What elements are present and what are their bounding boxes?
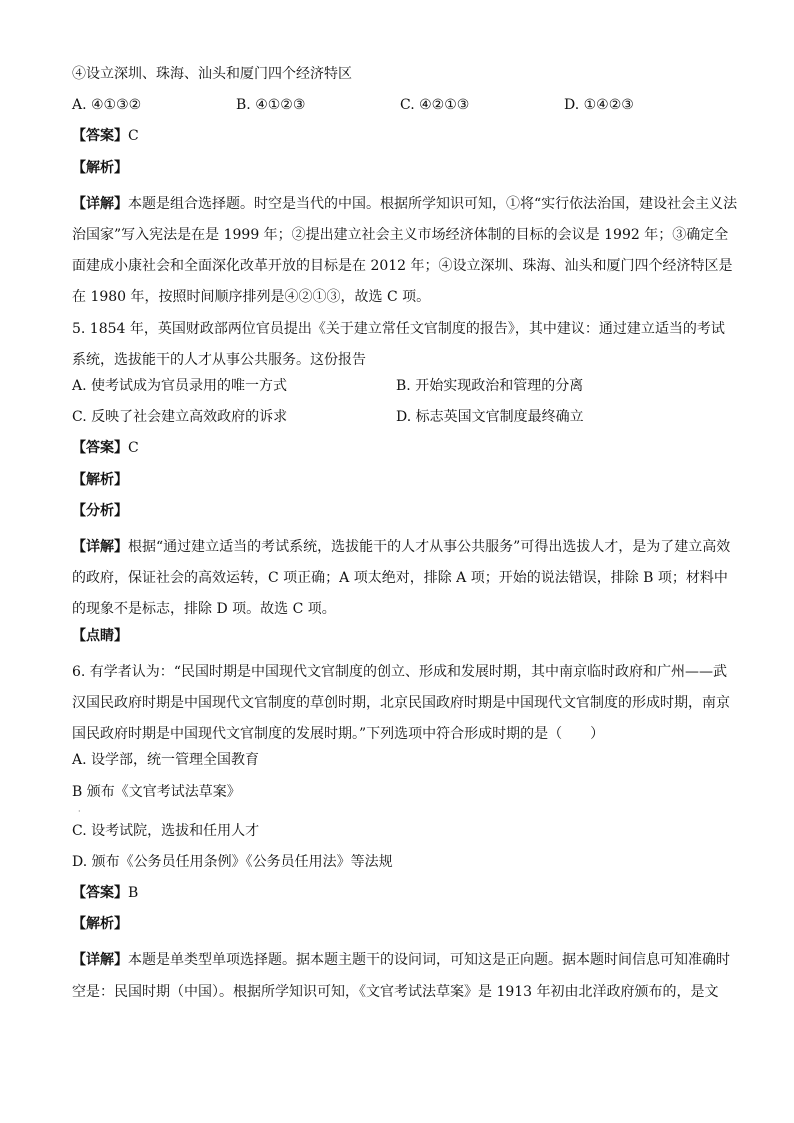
q4-option-c: C. ④②①③ (400, 97, 470, 114)
answer-value: C (128, 128, 139, 145)
q6-stem: 6. 有学者认为：“民国时期是中国现代文官制度的创立、形成和发展时期，其中南京临时政府和广州——武汉国民政府时期是中国现代文官制度的草创时期，北京民国政府时期是中国现代文官制度的形成时期，南京国民政府时期是中国现代文官制度的发展时期。”下列选项中符合形成时期的是（ ） (72, 663, 730, 743)
q6-detail (72, 945, 738, 1007)
q6-option-b: B 颁布《文官考试法草案》 (72, 783, 241, 800)
q6-option-d: D. 颁布《公务员任用条例》《公务员任用法》等法规 (72, 853, 393, 870)
q5-dianjing-label: 【点睛】 (72, 627, 128, 644)
answer-value: C (128, 440, 139, 457)
detail-text: 根据“通过建立适当的考试系统，选拔能干的人才从事公共服务”可得出选拔人才，是为了建立高效的政府，保证社会的高效运转，C 项正确；A 项太绝对，排除 A 项；开始的说法错误，排除 B 项；材料中的现象不是标志，排除 D 项。故选 C 项。 (72, 538, 731, 618)
detail-label: 【详解】 (72, 952, 128, 969)
detail-label: 【详解】 (72, 195, 128, 212)
q4-option-b: B. ④①②③ (236, 97, 306, 114)
q4-option-d: D. ①④②③ (564, 97, 634, 114)
q5-options-row-1 (72, 376, 738, 396)
q4-item-4: ④设立深圳、珠海、汕头和厦门四个经济特区 (72, 66, 352, 82)
detail-text: 本题是单类型单项选择题。据本题主题干的设问词，可知这是正向题。据本题时间信息可知准确时空是：民国时期（中国）。根据所学知识可知，《文官考试法草案》是 1913 年初由北洋政府颁布的，是文 (72, 952, 730, 1000)
q5-options-row-2 (72, 407, 738, 427)
q5-option-a: A. 使考试成为官员录用的唯一方式 (72, 377, 288, 394)
q4-analysis-label: 【解析】 (72, 159, 128, 176)
answer-label: 【答案】 (72, 885, 128, 902)
q5-option-d: D. 标志英国文官制度最终确立 (396, 409, 584, 426)
q5-answer (72, 438, 738, 458)
detail-text: 本题是组合选择题。时空是当代的中国。根据所学知识可知，①将“实行依法治国，建设社会主义法治国家”写入宪法是在是 1999 年；②提出建立社会主义市场经济体制的目标的会议是 1992 年；③确定全面建成小康社会和全面深化改革开放的目标是在 2012 年；④设立深圳、珠海、汕头和厦门四个经济特区是在 1980 年，按照时间顺序排列是④②①③，故选 C 项。 (72, 195, 738, 306)
stray-dot: · (78, 806, 81, 816)
q5-fenxi-label: 【分析】 (72, 502, 128, 519)
answer-label: 【答案】 (72, 128, 128, 145)
q6-option-c: C. 设考试院，选拔和任用人才 (72, 822, 260, 839)
q4-option-a: A. ④①③② (72, 97, 142, 114)
q4-options (72, 95, 738, 115)
q6-option-a: A. 设学部，统一管理全国教育 (72, 752, 260, 769)
q5-analysis-label: 【解析】 (72, 471, 128, 488)
q4-detail (72, 189, 738, 314)
q4-answer (72, 126, 738, 146)
q6-answer (72, 883, 738, 903)
answer-value: B (128, 885, 139, 902)
q6-analysis-label: 【解析】 (72, 916, 128, 933)
q5-stem: 5. 1854 年，英国财政部两位官员提出《关于建立常任文官制度的报告》，其中建议：通过建立适当的考试系统，选拔能干的人才从事公共服务。这份报告 (72, 320, 725, 368)
answer-label: 【答案】 (72, 440, 128, 457)
q5-option-b: B. 开始实现政治和管理的分离 (396, 377, 584, 394)
q5-option-c: C. 反映了社会建立高效政府的诉求 (72, 409, 288, 426)
q5-detail (72, 532, 738, 626)
detail-label: 【详解】 (72, 538, 128, 555)
